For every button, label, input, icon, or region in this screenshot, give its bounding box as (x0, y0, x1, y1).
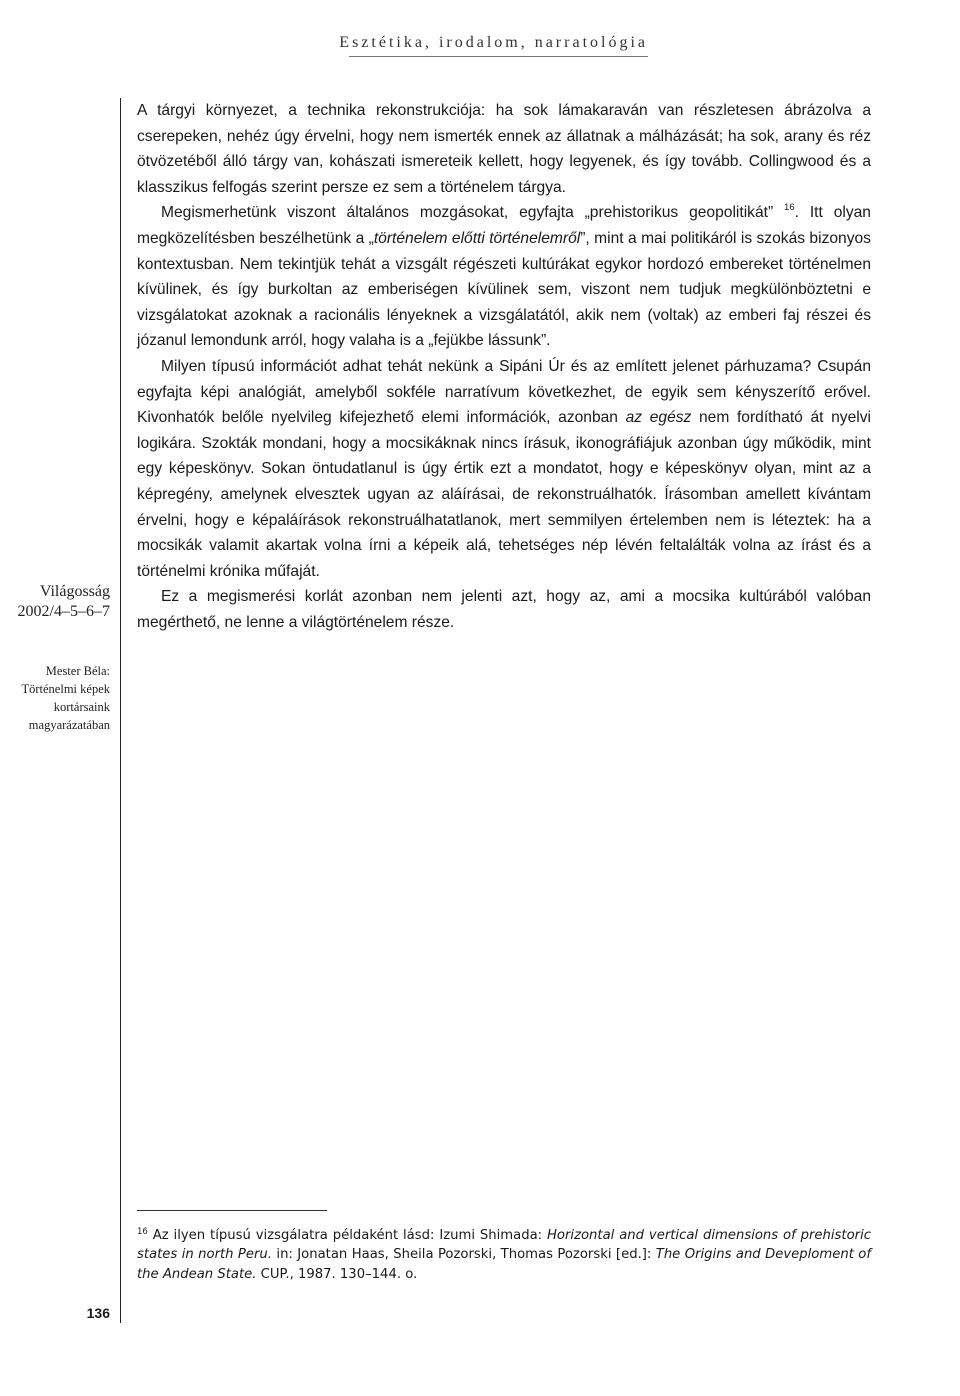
footnote-text: in: Jonatan Haas, Sheila Pozorski, Thomas Pozorski [ed.]: (271, 1247, 656, 1263)
journal-info (10, 582, 110, 622)
journal-name: Világosság (39, 583, 110, 600)
running-head-rule (349, 56, 648, 57)
margin-divider (120, 98, 121, 1323)
footnote-rule (137, 1210, 327, 1211)
text-run: nem fordítható át nyelvi logikára. Szokták mondani, hogy a mocsikáknak nincs írásuk, ikonográfiájuk azonban úgy működik, mint egy képeskönyv. Sokan öntudatlanul is úgy értik ezt a mondatot, hogy e képeskönyv olyan, mint az a képregény, amelynek elvesztek ugyan az aláírásai, de rekonstruálhatók. Írásomban amellett kívántam érvelni, hogy e képaláírások rekonstruálhatatlanok, mert semmilyen értelemben nem is léteztek: ha a mocsikák valamit akartak volna írni a képeik alá, tehetséges nép lévén feltalálták volna az írást és a történelmi krónika műfaját. (137, 409, 871, 580)
article-info (10, 662, 110, 734)
footnote-number: 16 (137, 1227, 148, 1237)
article-title-line: kortársaink (53, 700, 110, 714)
journal-issue: 2002/4–5–6–7 (17, 603, 110, 620)
footnote (137, 1226, 871, 1284)
footnote-title: Horizontal and vertical dimensions of prehistoric states in north Peru. (137, 1228, 872, 1263)
emphasis-text: az egész (625, 409, 692, 427)
paragraph: Ez a megismerési korlát azonban nem jelenti azt, hogy az, ami a mocsika kultúrából valóban megérthető, ne lenne a világtörténelem része. (137, 588, 871, 631)
emphasis-text: történelem előtti történelemről (373, 229, 581, 247)
footnote-text: Az ilyen típusú vizsgálatra példaként lásd: Izumi Shimada: (147, 1228, 547, 1243)
paragraph (137, 354, 871, 584)
text-run: ”, mint a mai politikáról is szokás bizonyos kontextusban. Nem tekintjük tehát a vizsgált régészeti kultúrákat egykor hordozó embereket történelmen kívülinek, és így burkoltan az emberiségen kívülinek sem, viszont nem tudjuk megkülönböztetni e vizsgálatokat azoknak a racionális lényeknek a vizsgálatától, akik nem (voltak) az emberi faj részei és józanul lemondunk arról, hogy valaha is a „fejükbe lássunk”. (137, 229, 871, 350)
article-title-line: magyarázatában (28, 718, 110, 732)
text-run: Milyen típusú információt adhat tehát nekünk a Sipáni Úr és az említett jelenet párhuzama? Csupán egyfajta képi analógiát, amelyből sokféle narratívum következhet, de egyik sem kényszerítő erővel. Kivonhatók belőle nyelvileg kifejezhető elemi információk, azonban (137, 357, 871, 427)
main-text (137, 98, 871, 635)
text-run: Megismerhetünk viszont általános mozgásokat, egyfajta „prehistorikus geopolitikát” (161, 204, 785, 222)
article-author: Mester Béla: (45, 664, 110, 678)
article-title-line: Történelmi képek (21, 682, 110, 696)
text-run: . Itt olyan megközelítésben beszélhetünk a „ (137, 204, 871, 247)
page-number: 136 (86, 1305, 110, 1321)
paragraph: A tárgyi környezet, a technika rekonstrukciója: ha sok lámakaraván van részletesen ábrázolva a cserepeken, nehéz úgy érvelni, hogy nem ismerték ennek az állatnak a málházását; ha sok, arany és réz ötvözetéből álló tárgy van, kohászati ismereteik kellett, hogy legyenek, és így tovább. Collingwood és a klasszikus felfogás szerint persze ez sem a történelem tárgya. (137, 102, 871, 196)
paragraph (137, 200, 871, 354)
footnote-reference[interactable]: 16 (784, 202, 795, 214)
running-head: Esztétika, irodalom, narratológia (339, 34, 648, 51)
footnote-text: CUP., 1987. 130–144. o. (256, 1266, 418, 1282)
footnote-title: The Origins and Deveploment of the Andean State. (137, 1247, 871, 1282)
